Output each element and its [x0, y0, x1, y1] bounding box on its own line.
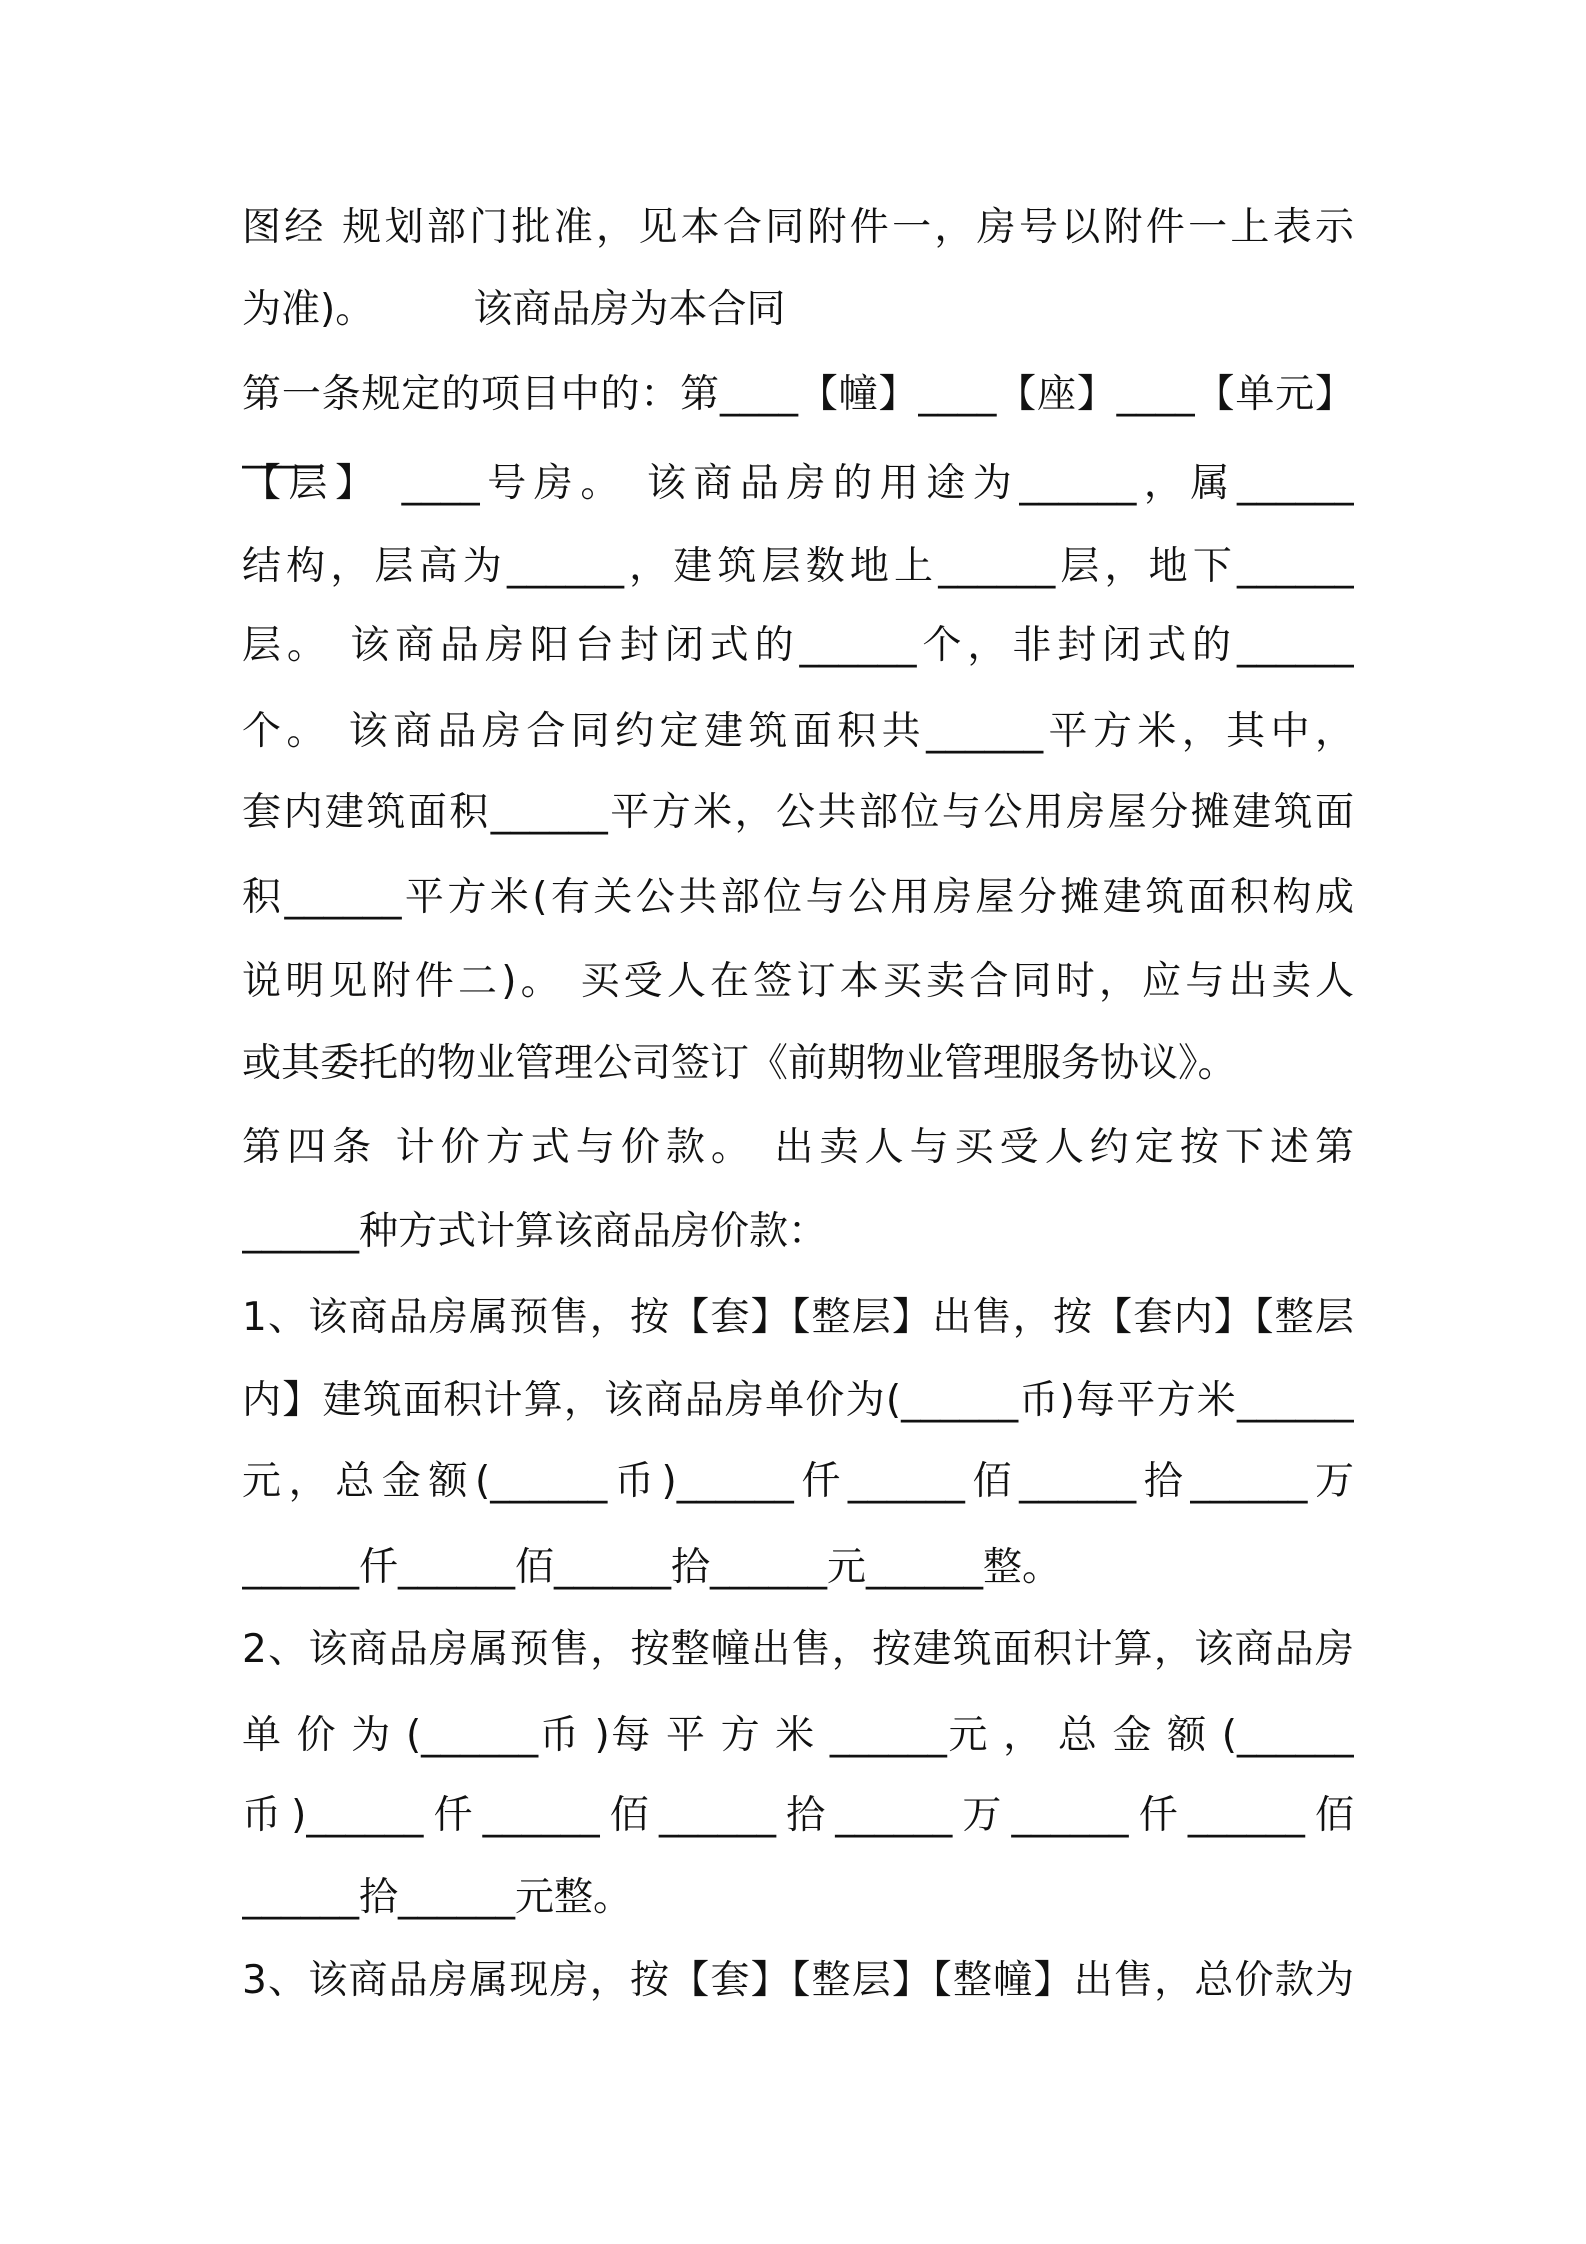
text-line-12: 第四条 计价方式与价款。 出卖人与买受人约定按下述第 — [242, 1125, 1354, 1170]
text-line-17: ______仟______佰______拾______元______整。 — [242, 1545, 1062, 1590]
text-line-5: 结构，层高为______，建筑层数地上______层，地下______ — [242, 544, 1354, 589]
text-line-15: 内】建筑面积计算，该商品房单价为(______币)每平方米______ — [242, 1378, 1354, 1423]
text-line-1: 图经 规划部门批准，见本合同附件一，房号以附件一上表示 — [242, 205, 1354, 250]
text-line-20: 币)______仟______佰______拾______万______仟______佰 — [242, 1793, 1354, 1838]
text-line-19: 单 价 为 (______币 )每 平 方 米 ______元 ， 总 金 额 (______ — [242, 1713, 1354, 1758]
text-line-8: 套内建筑面积______平方米，公共部位与公用房屋分摊建筑面 — [242, 790, 1354, 835]
text-line-11: 或其委托的物业管理公司签订《前期物业管理服务协议》。 — [242, 1041, 1237, 1086]
text-line-22: 3、该商品房属现房，按【套】【整层】【整幢】出售，总价款为 — [242, 1958, 1354, 2003]
text-line-3: 第一条规定的项目中的：第____【幢】____【座】____【单元】____ — [242, 372, 1354, 469]
text-line-13: ______种方式计算该商品房价款： — [242, 1209, 828, 1254]
text-line-2: 为准)。 该商品房为本合同 — [242, 287, 786, 332]
text-line-16: 元，总金额(______币)______仟______佰______拾______万 — [242, 1459, 1354, 1504]
text-line-18: 2、该商品房属预售，按整幢出售，按建筑面积计算，该商品房 — [242, 1627, 1354, 1672]
text-line-9: 积______平方米(有关公共部位与公用房屋分摊建筑面积构成 — [242, 875, 1354, 920]
text-line-10: 说明见附件二)。 买受人在签订本买卖合同时，应与出卖人 — [242, 959, 1354, 1004]
text-line-14: 1、该商品房属预售，按【套】【整层】出售，按【套内】【整层 — [242, 1295, 1354, 1340]
text-line-4: 【层】 ____号房。 该商品房的用途为______，属______ — [242, 461, 1354, 506]
text-line-7: 个。 该商品房合同约定建筑面积共______平方米，其中， — [242, 709, 1354, 754]
text-line-21: ______拾______元整。 — [242, 1875, 633, 1920]
text-line-6: 层。 该商品房阳台封闭式的______个，非封闭式的______ — [242, 623, 1354, 668]
